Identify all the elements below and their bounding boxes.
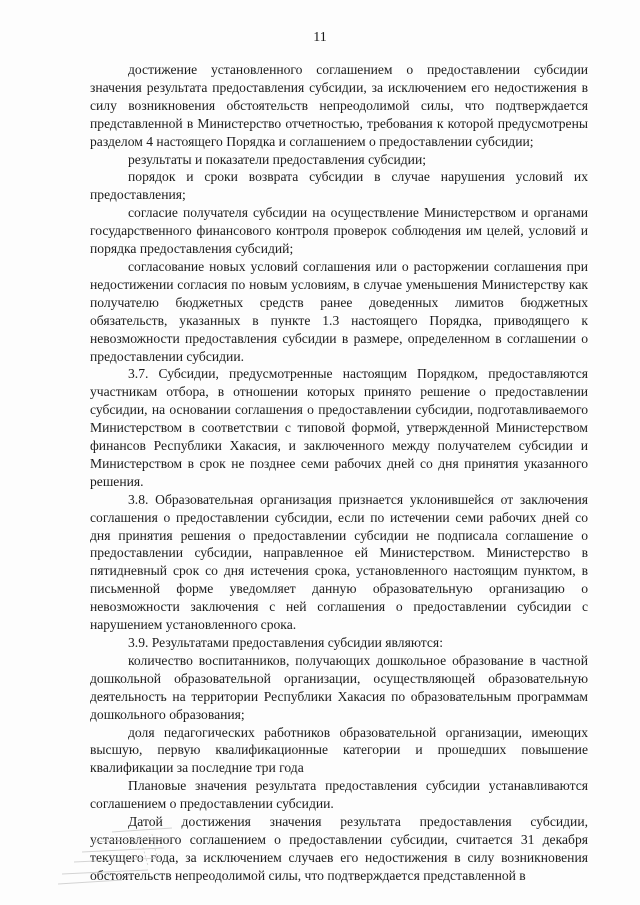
page-number: 11 xyxy=(313,30,327,45)
document-body xyxy=(90,61,588,885)
faint-stamp-mark xyxy=(52,822,182,892)
paragraph: 3.9. Результатами предоставления субсидии являются: xyxy=(128,635,443,650)
paragraph: Плановые значения результата предоставления субсидии устанавливаются соглашением о предоставлении субсидии. xyxy=(90,778,588,812)
paragraph: согласие получателя субсидии на осуществление Министерством и органами государственного финансового контроля проверок соблюдения им целей, условий и порядка предоставления субсидий; xyxy=(90,205,588,257)
paragraph: результаты и показатели предоставления субсидии; xyxy=(128,151,427,167)
paragraph: доля педагогических работников образовательной организации, имеющих высшую, первую квалификационные категории и прошедших повышение квалификации за последние три года xyxy=(90,724,588,776)
paragraph: 3.7. Субсидии, предусмотренные настоящим Порядком, предоставляются участникам отбора, в отношении которых принято решение о предоставлении субсидии, на основании соглашения о предоставлении субсидии, подготавливаемого Министерством в соответствии с типовой формой, утвержденной Министерством финансов Республики Хакасия, и заключенного между получателем субсидии и Министерством в срок не позднее семи рабочих дней со дня принятия указанного решения. xyxy=(90,366,588,489)
paragraph: достижение установленного соглашением о предоставлении субсидии значения результата предоставления субсидии, за исключением его недостижения в силу возникновения обстоятельств непреодолимой силы, что подтверждается представленной в Министерство отчетностью, требования к которой предусмотрены разделом 4 настоящего Порядка и соглашением о предоставлении субсидии; xyxy=(90,62,588,149)
paragraph: согласование новых условий соглашения или о расторжении соглашения при недостижении согласия по новым условиям, в случае уменьшения Министерству как получателю бюджетных средств ранее доведенных лимитов бюджетных обязательств, указанных в пункте 1.3 настоящего Порядка, приводящего к невозможности предоставления субсидии в размере, определенном в соглашении о предоставлении субсидии. xyxy=(90,258,588,364)
paragraph: 3.8. Образовательная организация признается уклонившейся от заключения соглашения о предоставлении субсидии, если по истечении семи рабочих дней со дня принятия решения о предоставлении субсидии не подписала соглашение о предоставлении субсидии, направленное ей Министерством. Министерство в пятидневный срок со дня истечения срока, установленного настоящим пунктом, в письменной форме уведомляет данную образовательную организацию о невозможности заключения с ней соглашения о предоставлении субсидии с нарушением установленного срока. xyxy=(90,491,588,633)
paragraph: Датой достижения значения результата предоставления субсидии, установленного соглашением о предоставлении субсидии, считается 31 декабря текущего года, за исключением случаев его недостижения в силу возникновения обстоятельств непреодолимой силы, что подтверждается представленной в xyxy=(90,814,588,883)
paragraph: порядок и сроки возврата субсидии в случае нарушения условий их предоставления; xyxy=(90,169,588,203)
paragraph: количество воспитанников, получающих дошкольное образование в частной дошкольной образовательной организации, осуществляющей образовательную деятельность на территории Республики Хакасия по образовательным программам дошкольного образования; xyxy=(90,652,588,722)
